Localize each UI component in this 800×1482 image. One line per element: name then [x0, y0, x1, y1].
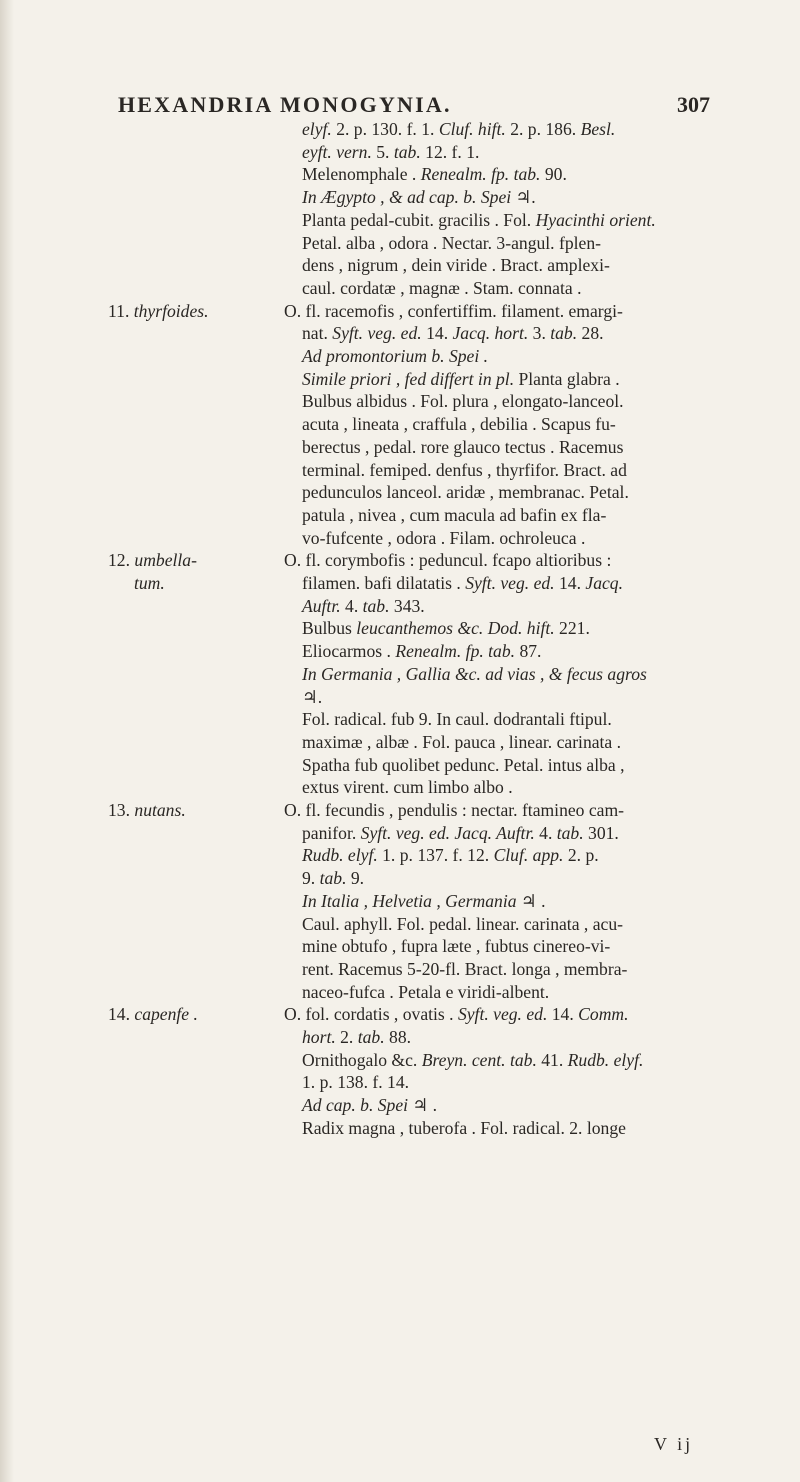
header-title: HEXANDRIA MONOGYNIA. [118, 92, 452, 117]
text-line: mine obtufo , fupra læte , fubtus cinereo-vi- [302, 936, 611, 957]
species-number [108, 549, 278, 572]
species-epithet: umbella- [134, 550, 197, 571]
text-line: dens , nigrum , dein viride . Bract. amplexi- [302, 255, 610, 276]
text-line: filamen. bafi dilatatis . Syft. veg. ed. 14. Jacq. [302, 573, 624, 593]
species-epithet-continued: tum. [134, 573, 165, 593]
text-line: In Ægypto , & ad cap. b. Spei ♃. [302, 187, 536, 208]
text-line: terminal. femiped. denfus , thyrfifor. Bract. ad [302, 459, 627, 480]
signature-mark: V ij [654, 1434, 694, 1454]
text-line: O. fl. racemofis , confertiffim. filament. emargi- [284, 300, 623, 321]
text-line: nat. Syft. veg. ed. 14. Jacq. hort. 3. tab. 28. [302, 323, 604, 344]
text-line: Ad promontorium b. Spei . [302, 346, 489, 366]
text-line: 1. p. 138. f. 14. [302, 1072, 410, 1093]
text-line: O. fol. cordatis , ovatis . Syft. veg. ed. 14. Comm. [284, 1004, 629, 1025]
text-line: pedunculos lanceol. aridæ , membranac. Petal. [302, 482, 629, 503]
text-line: maximæ , albæ . Fol. pauca , linear. carinata . [302, 731, 622, 752]
text-line: panifor. Syft. veg. ed. Jacq. Auftr. 4. tab. 301. [302, 822, 619, 843]
text-line: Bulbus leucanthemos &c. Dod. hift. 221. [302, 618, 590, 639]
text-line: naceo-fufca . Petala e viridi-albent. [302, 981, 550, 1002]
text-line: elyf. 2. p. 130. f. 1. Cluf. hift. 2. p. 186. Besl. [302, 119, 616, 139]
page-gutter-shadow [0, 0, 14, 1482]
species-epithet: thyrfoides. [133, 300, 209, 321]
species-epithet: capenfe . [134, 1004, 198, 1025]
text-line: Rudb. elyf. 1. p. 137. f. 12. Cluf. app. 2. p. [302, 845, 599, 866]
text-line: Caul. aphyll. Fol. pedal. linear. carinata , acu- [302, 913, 623, 934]
text-line: berectus , pedal. rore glauco tectus . Racemus [302, 436, 624, 457]
text-line: Radix magna , tuberofa . Fol. radical. 2. longe [302, 1117, 626, 1138]
text-line: 9. tab. 9. [302, 868, 365, 889]
text-line: Auftr. 4. tab. 343. [302, 595, 425, 616]
species-index: 12. [108, 550, 135, 571]
page-number: 307 [677, 92, 710, 117]
species-index: 14. [108, 1004, 135, 1025]
text-line: Planta pedal-cubit. gracilis . Fol. Hyacinthi orient. [302, 209, 656, 230]
text-line: eyft. vern. 5. tab. 12. f. 1. [302, 141, 480, 162]
text-line: patula , nivea , cum macula ad bafin ex fla- [302, 504, 607, 525]
text-line: hort. 2. tab. 88. [302, 1027, 412, 1047]
text-line: Melenomphale . Renealm. fp. tab. 90. [302, 164, 567, 185]
text-line: Spatha fub quolibet pedunc. Petal. intus alba , [302, 754, 625, 775]
species-number [108, 799, 278, 822]
text-line: caul. cordatæ , magnæ . Stam. connata . [302, 277, 582, 298]
text-line: In Germania , Gallia &c. ad vias , & fecus agros [302, 663, 647, 684]
text-line: extus virent. cum limbo albo . [302, 777, 513, 798]
species-number [108, 1003, 278, 1026]
text-line: Fol. radical. fub 9. In caul. dodrantali ftipul. [302, 709, 612, 730]
text-line: ♃. [302, 686, 323, 707]
species-number [108, 300, 278, 323]
text-line: rent. Racemus 5-20-fl. Bract. longa , membra- [302, 958, 628, 979]
text-line: Ornithogalo &c. Breyn. cent. tab. 41. Rudb. elyf. [302, 1049, 644, 1070]
text-line: Petal. alba , odora . Nectar. 3-angul. fplen- [302, 232, 601, 253]
species-index: 11. [108, 300, 134, 321]
text-line: O. fl. fecundis , pendulis : nectar. ftamineo cam- [284, 800, 625, 820]
text-line: Eliocarmos . Renealm. fp. tab. 87. [302, 641, 542, 662]
text-line: vo-fufcente , odora . Filam. ochroleuca . [302, 527, 586, 548]
text-line: Ad cap. b. Spei ♃ . [302, 1095, 437, 1116]
text-line: O. fl. corymbofis : peduncul. fcapo altioribus : [284, 550, 612, 571]
species-epithet: nutans. [134, 800, 186, 820]
text-line: Simile priori , fed differt in pl. Planta glabra . [302, 368, 620, 389]
text-line: In Italia , Helvetia , Germania ♃ . [302, 890, 546, 911]
text-line: acuta , lineata , craffula , debilia . Scapus fu- [302, 414, 616, 435]
species-index: 13. [108, 800, 135, 820]
text-line: Bulbus albidus . Fol. plura , elongato-lanceol. [302, 391, 624, 412]
